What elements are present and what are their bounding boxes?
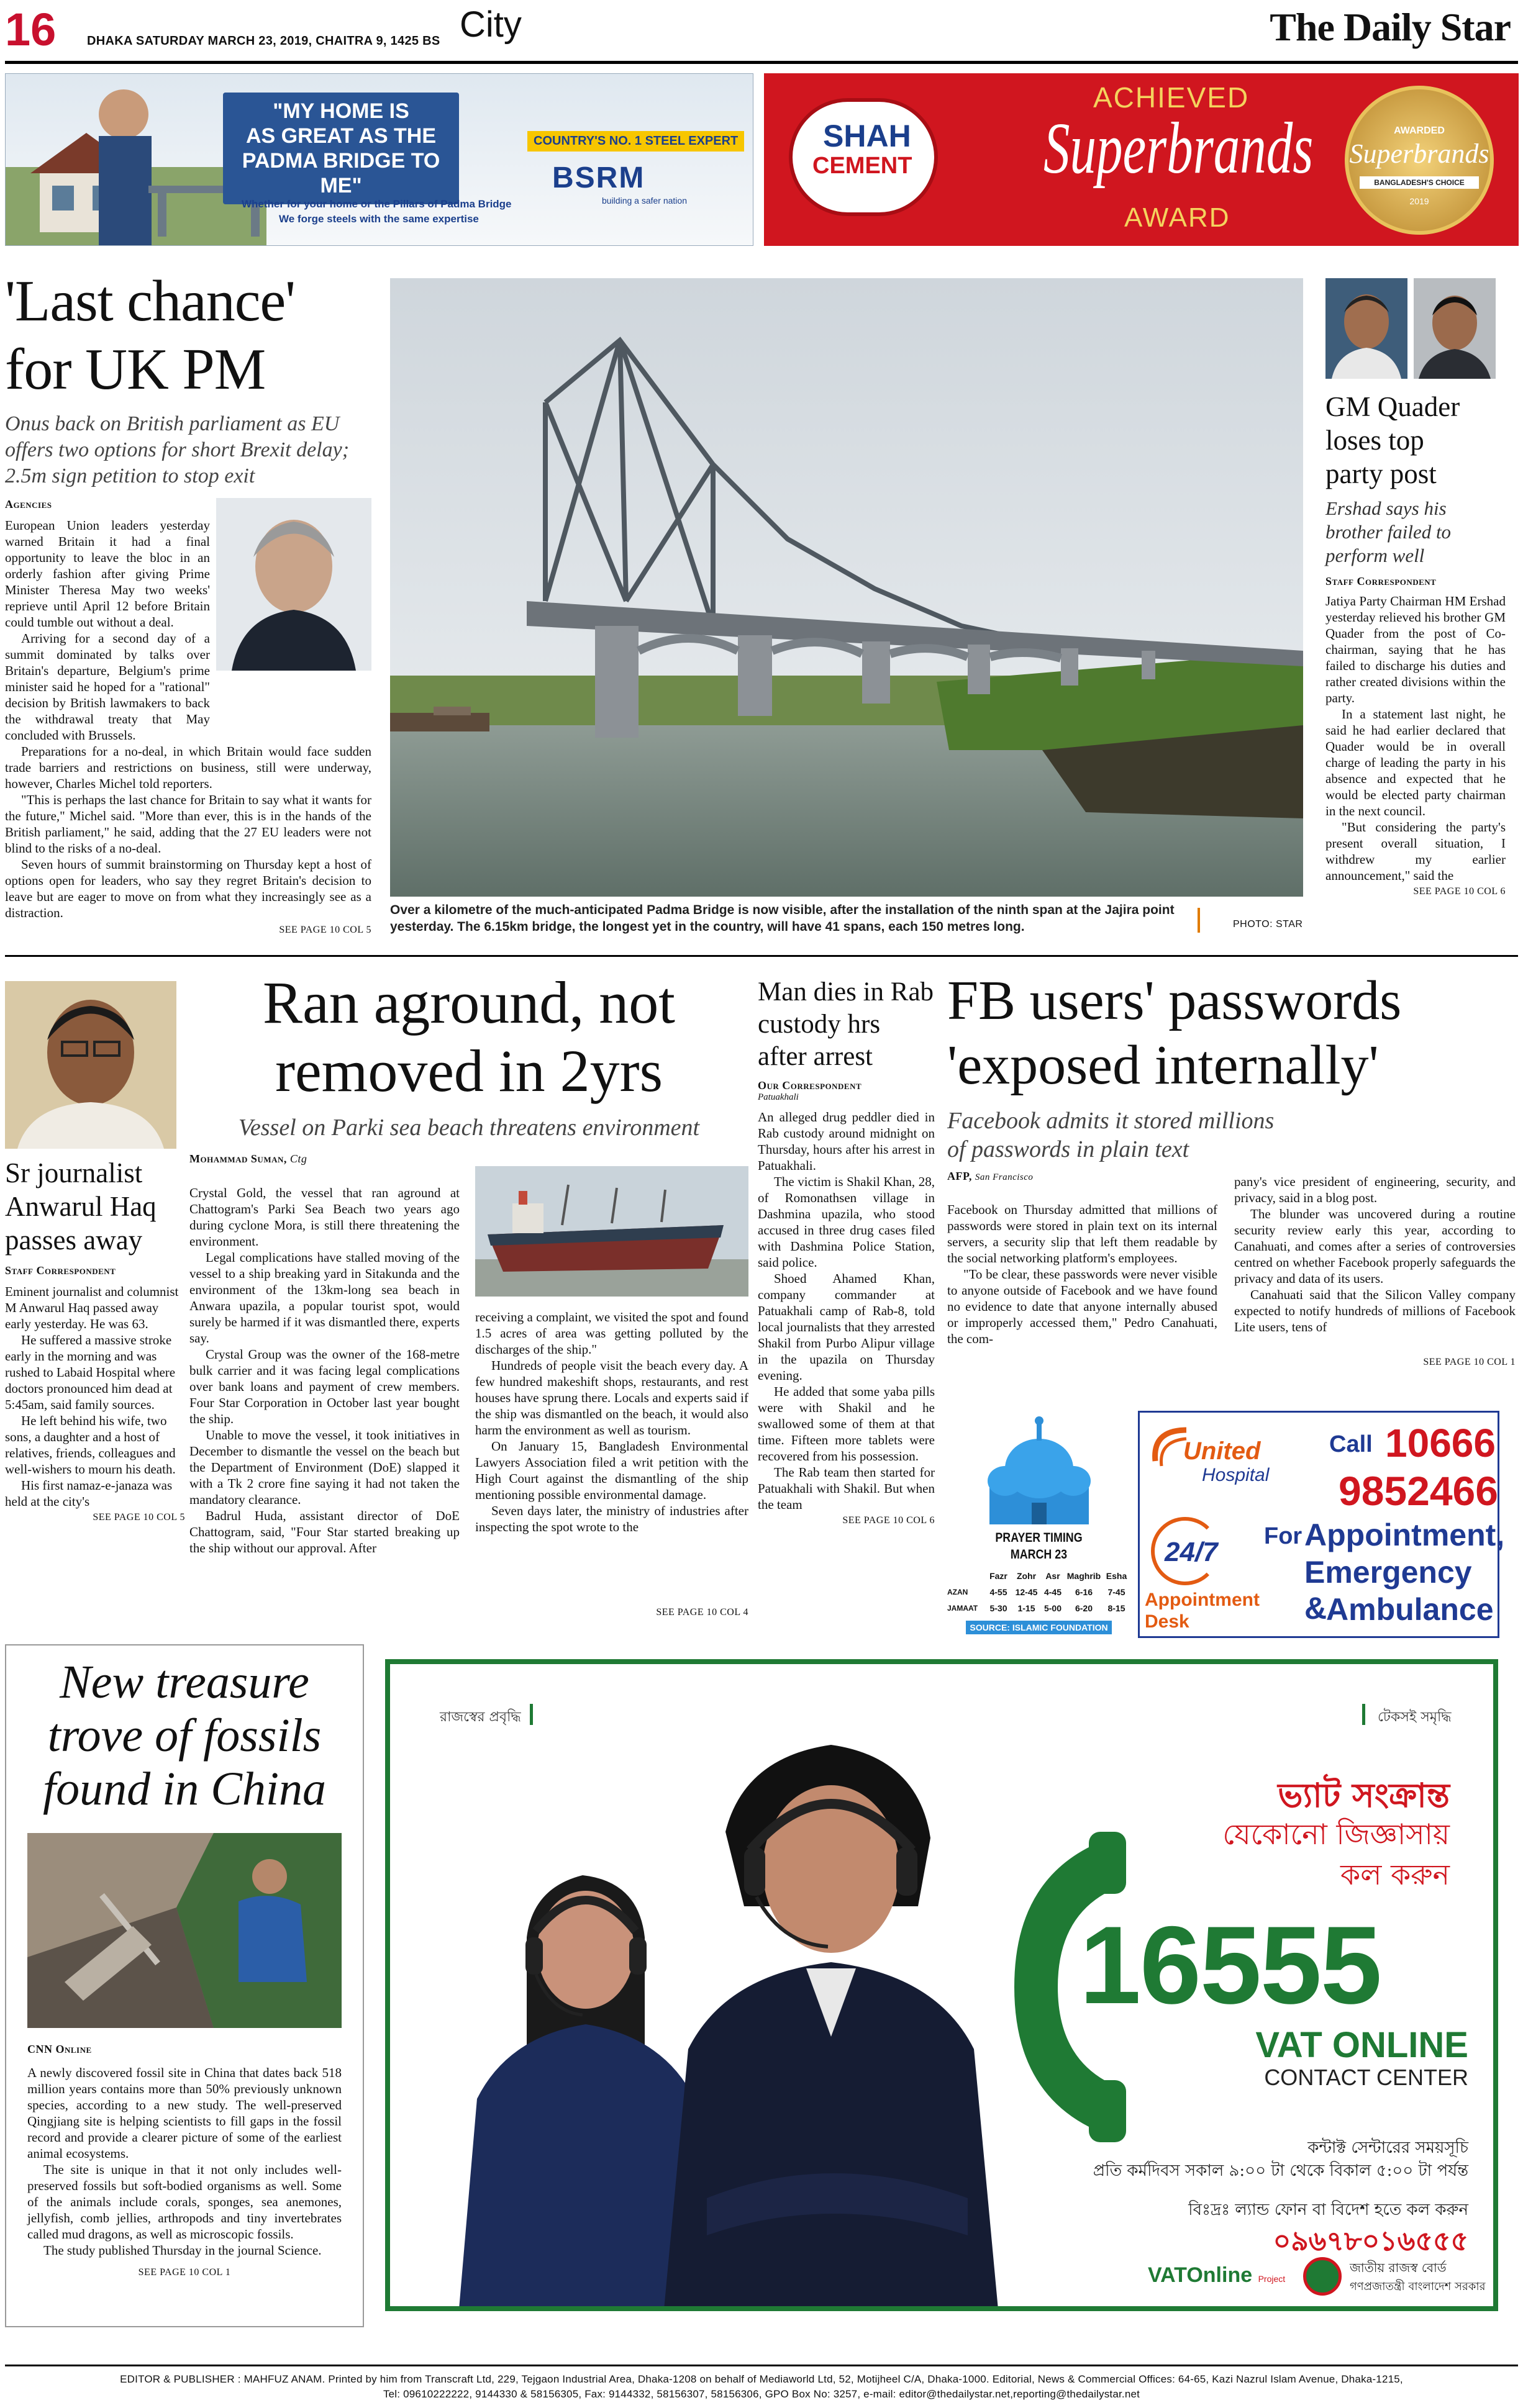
prayer-r1-c1: 5-30 [989, 1603, 1007, 1613]
gm-para-2: In a statement last night, he said he had earlier declared that Quader would be in overall charge of leading the party in his absence and expected that he would be elected party chairman in the next council. [1325, 707, 1506, 818]
fossils-photo [27, 1833, 342, 2028]
vat-heading-3: কল করুন [1340, 1858, 1450, 1891]
story-facebook[interactable] [947, 969, 1516, 1378]
dateline: DHAKA SATURDAY MARCH 23, 2019, CHAITRA 9, 1425 BS [87, 34, 440, 48]
custody-para-1: An alleged drug peddler died in Rab custody around midnight on Thursday, hours after his arrest in Patuakhali. [758, 1110, 935, 1173]
bsrm-quote-line1: "MY HOME IS [273, 99, 409, 123]
fb-col1-para-1: Facebook on Thursday admitted that millions of passwords were stored in plain text on its internal servers, a security slip that left them readable by the social networking platform's employees. [947, 1202, 1217, 1265]
fb-headline-line1: FB users' passwords [947, 970, 1402, 1031]
uk-headline [5, 267, 371, 404]
story-gm-quader[interactable] [1325, 390, 1506, 949]
fb-subhead [947, 1107, 1516, 1164]
gm-body [1325, 593, 1506, 884]
fb-subhead-line1: Facebook admits it stored millions [947, 1108, 1275, 1134]
padma-photo-credit: PHOTO: STAR [1233, 919, 1303, 930]
hospital-badge-line1: Appointment [1145, 1590, 1260, 1610]
seal-choice: BANGLADESH'S CHOICE [1360, 176, 1479, 189]
hospital-line-2: Emergency & [1304, 1555, 1472, 1626]
vessel-col1-para-3: Crystal Group was the owner of the 168-metre bulk carrier and it was facing legal complications over bank loans and payment of crew members. Four Star Corporation in October last year bought the ship. [189, 1347, 460, 1426]
uk-portrait [216, 498, 371, 671]
vessel-col2-para-1: receiving a complaint, we visited the spot and found 1.5 acres of area was getting polluted by the discharges of the ship." [475, 1310, 748, 1357]
uk-headline-line1: 'Last chance' [5, 269, 296, 333]
superbrands-seal [1345, 86, 1494, 235]
prayer-row-jamaat [947, 1600, 1130, 1616]
imprint-line-2: Tel: 09610222222, 9144330 & 58156305, Fax: 9144332, 58156307, 58156306, GPO Box No: 3257, e-mail: editor@thedailystar.net,reporting@thedailystar.net [383, 2388, 1140, 2400]
vessel-headline [189, 969, 748, 1105]
fossil-dig-photo [27, 1833, 342, 2028]
hospital-call-label: Call [1329, 1431, 1373, 1457]
shah-award: AWARD [1124, 202, 1230, 233]
gm-see-page[interactable]: SEE PAGE 10 COL 6 [1413, 886, 1506, 897]
fossils-body [27, 2065, 342, 2258]
vat-schedule-2: প্রতি কর্মদিবস সকাল ৯:০০ টা থেকে বিকাল ৫:০০ টা পর্যন্ত [1093, 2161, 1468, 2180]
prayer-h2: Zohr [1016, 1571, 1037, 1581]
page-number: 16 [5, 4, 57, 55]
prayer-h3: Asr [1045, 1571, 1060, 1581]
caption-divider [1198, 908, 1200, 933]
prayer-r0-c5: 7-45 [1107, 1587, 1125, 1597]
prayer-r0-c0: AZAN [947, 1588, 968, 1596]
vat-nbr-2: গণপ্রজাতন্ত্রী বাংলাদেশ সরকার [1350, 2280, 1486, 2293]
prayer-r0-c3: 4-45 [1043, 1587, 1062, 1597]
prayer-row-azan [947, 1584, 1130, 1600]
padma-bridge-photo [390, 278, 1303, 897]
vessel-photo [475, 1166, 748, 1297]
fb-col2-para-2: The blunder was uncovered during a routine security review early this year, according to Canahuati, and comes after a series of controversies centred on whether Facebook properly safeguards the privacy and data of its users. [1234, 1206, 1516, 1286]
ad-shah-cement[interactable] [764, 73, 1519, 246]
gm-headline: GM Quader loses top party post [1325, 391, 1460, 489]
vat-alt-number: ০৯৬৭৮০১৬৫৫৫ [1273, 2225, 1468, 2257]
fb-byline-place: San Francisco [975, 1172, 1034, 1182]
vessel-col1-para-1: Crystal Gold, the vessel that ran aground at Chattogram's Parki Sea Beach two years ago during cyclone Mora, is still there threatening the environment. [189, 1185, 460, 1249]
custody-para-3: Shoed Ahamed Khan, company commander at Patuakhali camp of Rab-8, told local journalists that they arrested Shakil from Purbo Alipur village in the upazila on Thursday evening. [758, 1271, 935, 1383]
bsrm-badge: COUNTRY'S NO. 1 STEEL EXPERT [527, 131, 744, 152]
vessel-byline: Mohammad Suman, Ctg [189, 1152, 307, 1165]
story-vessel[interactable] [189, 969, 748, 1627]
uk-byline: Agencies [5, 498, 52, 510]
uk-see-page[interactable]: SEE PAGE 10 COL 5 [279, 925, 371, 935]
theresa-may-photo [216, 498, 371, 671]
fb-col-2 [1234, 1174, 1516, 1335]
hospital-line-1: Appointment, [1304, 1518, 1505, 1552]
vessel-headline-line2: removed in 2yrs [275, 1038, 663, 1104]
seal-awarded: AWARDED [1394, 125, 1445, 136]
custody-byline: Our Correspondent [758, 1079, 862, 1092]
story-journalist[interactable] [5, 1156, 185, 1616]
custody-see-page[interactable]: SEE PAGE 10 COL 6 [842, 1515, 935, 1526]
hospital-line-3: Ambulance [1326, 1592, 1494, 1627]
journalist-para-3: He left behind his wife, two sons, a daughter and a host of relatives, friends, colleagues and well-wishers to mourn his death. [5, 1413, 176, 1477]
custody-para-4: He added that some yaba pills were with Shakil and he swallowed some of them at that time. Fifteen more tablets were recovered from his possession. [758, 1384, 935, 1464]
vessel-col2-para-4: Seven days later, the ministry of industries after inspecting the spot wrote to the [475, 1503, 748, 1534]
journalist-para-2: He suffered a massive stroke early in the morning and was rushed to Labaid Hospital where doctors pronounced him dead at 5:45am, said family sources. [5, 1333, 176, 1412]
custody-headline: Man dies in Rab custody hrs after arrest [758, 977, 934, 1071]
gm-para-3: "But considering the party's present overall situation, I withdrew my earlier announcement," said the [1325, 820, 1506, 883]
fb-headline-line2: 'exposed internally' [947, 1034, 1379, 1096]
vat-logo-project: Project [1258, 2274, 1286, 2284]
prayer-header-row [947, 1568, 1130, 1584]
fb-see-page[interactable]: SEE PAGE 10 COL 1 [1423, 1357, 1516, 1367]
prayer-title: PRAYER TIMING [995, 1531, 1083, 1545]
vessel-col1-para-5: Badrul Huda, assistant director of DoE Chattogram, said, "Four Star started breaking up the ship without our approval. After [189, 1508, 460, 1555]
masthead-rule [5, 61, 1518, 64]
vat-top-right: টেকসই সমৃদ্ধি [1378, 1709, 1452, 1725]
fb-byline: AFP, San Francisco [947, 1170, 1034, 1182]
vat-online-label: VAT ONLINE [1255, 2025, 1468, 2065]
masthead [0, 0, 1523, 62]
bsrm-quote [223, 93, 459, 204]
fossils-para-1: A newly discovered fossil site in China that dates back 518 million years contains more than 50% previously unknown species, according to a new study. The well-preserved Qingjiang site is helping scientists to fill gaps in the fossil record and provide a clearer picture of some of the earliest animal ecosystems. [27, 2065, 342, 2161]
shah-achieved: ACHIEVED [1093, 81, 1250, 114]
bsrm-tagline-2: We forge steels with the same expertise [279, 213, 479, 225]
fb-col-1 [947, 1202, 1217, 1347]
seal-superbrands: Superbrands [1349, 138, 1489, 169]
vat-top-left: রাজস্বের প্রবৃদ্ধি [440, 1709, 521, 1725]
bsrm-logo-tag: building a safer nation [602, 196, 687, 206]
prayer-h4: Maghrib [1066, 1571, 1101, 1581]
mosque-icon [977, 1410, 1101, 1524]
custody-para-5: The Rab team then started for Patuakhali with Shakil. But when the team [758, 1465, 935, 1512]
fb-col1-para-2: "To be clear, these passwords were never visible to anyone outside of Facebook and we have found no evidence to date that anyone internally abused or improperly accessed them," Pedro Canahuati, the com- [947, 1267, 1217, 1346]
hospital-badge-num: 24/7 [1165, 1537, 1218, 1567]
bsrm-logo: BSRM [552, 161, 645, 194]
paper-logo: The Daily Star [1270, 5, 1511, 49]
vat-logo-text: VATOnline [1148, 2263, 1253, 2287]
prayer-r1-c0: JAMAAT [947, 1604, 978, 1613]
fossils-headline [27, 1655, 342, 1816]
vat-landline: বিঃদ্রঃ ল্যান্ড ফোন বা বিদেশ হতে কল করুন [1188, 2201, 1468, 2219]
padma-caption [390, 902, 1198, 935]
uk-para-5: Seven hours of summit brainstorming on Thursday kept a host of options open for leaders, who say they regret Britain's decision to leave but are eager to move on from what they increasingly see as a distraction. [5, 857, 371, 920]
hospital-number-1: 10666 [1385, 1421, 1496, 1465]
vessel-col1-para-2: Legal complications have stalled moving of the vessel to a ship breaking yard in Sitakunda and the environment of the 13km-long sea beach in Anwara upazila, a popular tourist spot, would surely be harmed if it was dismantled there, experts say. [189, 1250, 460, 1346]
journalist-byline: Staff Correspondent [5, 1264, 116, 1277]
vat-number: 16555 [1080, 1903, 1381, 2027]
vat-heading-1: ভ্যাট সংক্রান্ত [1278, 1775, 1450, 1815]
anwarul-haq-photo [5, 981, 176, 1149]
vessel-see-page[interactable]: SEE PAGE 10 COL 4 [656, 1607, 748, 1618]
journalist-para-4: His first namaz-e-janaza was held at the city's [5, 1478, 173, 1509]
ershad-photo [1414, 278, 1496, 379]
custody-body [758, 1109, 935, 1513]
prayer-table [947, 1568, 1130, 1616]
shah-superbrands: Superbrands [1043, 107, 1314, 189]
fossils-headline-line2: trove of fossils [47, 1709, 322, 1762]
vessel-col-1 [189, 1185, 460, 1556]
prayer-source: SOURCE: ISLAMIC FOUNDATION [966, 1621, 1112, 1634]
prayer-h5: Esha [1106, 1571, 1127, 1581]
custody-para-2: The victim is Shakil Khan, 28, of Romonathsen village in Dashmina upazila, who stood accused in three drug cases filed with Dashmina Police Station, said police. [758, 1174, 935, 1270]
nbr-emblem-icon [1303, 2257, 1342, 2296]
vat-contact-center: CONTACT CENTER [1264, 2065, 1468, 2090]
vessel-col1-para-4: Unable to move the vessel, it took initiatives in December to dismantle the vessel on the beach but the Department of Environment (DoE) slapped it with a Tk 2 crore fine saying it had not taken the mandatory clearance. [189, 1428, 460, 1507]
custody-byline-place: Patuakhali [758, 1092, 799, 1102]
shah-logo-line1: SHAH [823, 119, 911, 153]
journalist-photo [5, 981, 176, 1149]
shah-logo-line2: CEMENT [812, 153, 912, 179]
fb-col2-para-1: pany's vice president of engineering, security, and privacy, said in a blog post. [1234, 1174, 1516, 1205]
uk-subhead: Onus back on British parliament as EU offers two options for short Brexit delay; 2.5m sign petition to stop exit [5, 412, 350, 487]
vat-schedule-1: কন্টাক্ট সেন্টারের সময়সূচি [1307, 2139, 1468, 2157]
prayer-timing-box [947, 1410, 1130, 1642]
ad-vat-online[interactable] [385, 1659, 1498, 2311]
imprint [0, 2372, 1523, 2402]
vessel-headline-line1: Ran aground, not [263, 969, 675, 1036]
vessel-col2-para-2: Hundreds of people visit the beach every day. A few hundred makeshift shops, restaurants, and rest houses have sprung there. Locals and experts said if the ship was dismantled on the beach, it would also harm the environment as well as tourism. [475, 1358, 748, 1437]
bsrm-quote-line2: AS GREAT AS THE [245, 124, 437, 148]
gm-byline: Staff Correspondent [1325, 575, 1437, 587]
bsrm-quote-line3: PADMA BRIDGE TO ME" [242, 149, 440, 197]
story-uk-pm[interactable] [5, 267, 371, 950]
vessel-byline-place: Ctg [289, 1152, 307, 1165]
vat-nbr-1: জাতীয় রাজস্ব বোর্ড [1350, 2260, 1447, 2275]
fossils-see-page[interactable]: SEE PAGE 10 COL 1 [138, 2267, 231, 2278]
uk-para-1: European Union leaders yesterday warned Britain it had a final opportunity to leave the bloc in an orderly fashion after giving Prime Minister Theresa May two weeks' reprieve until April 12 before Britain could tumble out without a deal. [5, 518, 210, 630]
footer-rule [5, 2365, 1518, 2366]
padma-bridge-illustration [390, 278, 1303, 897]
vat-heading-2: যেকোনো জিজ্ঞাসায় [1222, 1817, 1450, 1851]
gm-para-1: Jatiya Party Chairman HM Ershad yesterday relieved his brother GM Quader from the post of Co-chairman, saying that he has failed to discharge his duties and rather created divisions within the party. [1325, 594, 1506, 705]
ad-united-hospital[interactable] [1138, 1411, 1505, 1638]
uk-headline-line2: for UK PM [5, 337, 266, 402]
gm-photo-right [1414, 278, 1496, 379]
journalist-para-1: Eminent journalist and columnist M Anwarul Haq passed away early yesterday. He was 63. [5, 1284, 179, 1331]
hospital-brand-2: Hospital [1202, 1465, 1270, 1485]
crystal-gold-ship-photo [475, 1166, 748, 1297]
padma-caption-text: Over a kilometre of the much-anticipated Padma Bridge is now visible, after the installation of the ninth span at the Jajira point yesterday. The 6.15km bridge, the longest yet in the country, will have 41 spans, each 150 metres long. [390, 903, 1175, 934]
journalist-body [5, 1283, 185, 1510]
fb-col2-para-3: Canahuati said that the Silicon Valley company expected to notify hundreds of millions of Facebook Lite users, tens of [1234, 1287, 1516, 1334]
seal-year: 2019 [1409, 196, 1429, 206]
fossils-byline: CNN Online [27, 2043, 92, 2055]
prayer-r1-c2: 1-15 [1017, 1603, 1035, 1613]
prayer-date: MARCH 23 [1010, 1547, 1068, 1562]
fossils-para-2: The site is unique in that it not only includes well-preserved fossils but soft-bodied organisms as well. Some of the animals include corals, sponges, sea anemones, jellyfish, comb jellies, arthropods and tiny invertebrates called mud dragons, as well as microscopic fossils. [27, 2162, 342, 2242]
uk-para-2: Arriving for a second day of a summit dominated by talks over Britain's departure, Belgium's prime minister said he hoped for a "rational" decision by British lawmakers to back the withdrawal treaty that May concluded with Brussels. [5, 631, 210, 743]
vessel-byline-name: Mohammad Suman [189, 1152, 284, 1165]
prayer-r1-c4: 6-20 [1075, 1603, 1093, 1613]
journalist-see-page[interactable]: SEE PAGE 10 COL 5 [93, 1512, 185, 1523]
journalist-headline: Sr journalist Anwarul Haq passes away [5, 1157, 157, 1256]
story-rab-custody[interactable] [758, 976, 935, 1628]
prayer-r0-c2: 12-45 [1015, 1587, 1038, 1597]
imprint-line-1: EDITOR & PUBLISHER : MAHFUZ ANAM. Printed by him from Transcraft Ltd, 229, Tejgaon Industrial Area, Dhaka-1208 on behalf of Mediaworld Ltd, 52, Motijheel C/A, Dhaka-1000. Editorial, News & Commercial Offices: 64-65, Kazi Nazrul Islam Avenue, Dhaka-1215, [120, 2373, 1403, 2385]
gm-photo-left [1325, 278, 1407, 379]
prayer-h1: Fazr [989, 1571, 1007, 1581]
vat-call-agents-illustration [458, 1701, 1030, 2311]
fb-headline [947, 969, 1516, 1098]
prayer-r1-c5: 8-15 [1107, 1603, 1125, 1613]
hospital-badge-line2: Desk [1145, 1611, 1189, 1632]
section-rule-1 [5, 955, 1518, 957]
fossils-para-3: The study published Thursday in the journal Science. [43, 2243, 322, 2258]
vessel-col2-para-3: On January 15, Bangladesh Environmental Lawyers Association filed a writ petition with the High Court against the dismantling of the ship mentioning possible environmental damage. [475, 1439, 748, 1502]
ad-bsrm[interactable] [5, 73, 753, 246]
gm-subhead: Ershad says his brother failed to perform well [1325, 497, 1452, 566]
fossils-headline-line3: found in China [42, 1763, 327, 1815]
prayer-r0-c4: 6-16 [1075, 1587, 1093, 1597]
fossils-headline-line1: New treasure [60, 1656, 309, 1708]
fb-byline-name: AFP [947, 1170, 969, 1182]
uk-para-4: "This is perhaps the last chance for Britain to say what it wants for the future," Michel said. "More than ever, this is in the hands of the British parliament," he said, adding that the 27 EU leaders were not blind to the risks of a no-deal. [5, 792, 371, 856]
prayer-r1-c3: 5-00 [1043, 1603, 1062, 1613]
gm-quader-photo [1325, 278, 1407, 379]
vessel-subhead: Vessel on Parki sea beach threatens environment [238, 1115, 700, 1141]
section-name: City [460, 4, 522, 45]
vat-online-logo [1148, 2263, 1285, 2288]
fb-subhead-line2: of passwords in plain text [947, 1136, 1189, 1162]
vessel-col-2 [475, 1309, 748, 1535]
bsrm-tagline-1: Whether for your home or the Pillars of Padma Bridge [242, 198, 512, 210]
uk-para-3: Preparations for a no-deal, in which Britain would face sudden trade barriers and restrictions on business, still were underway, however, Charles Michel told reporters. [5, 744, 371, 791]
hospital-brand-1: United [1183, 1437, 1261, 1465]
prayer-r0-c1: 4-55 [989, 1587, 1007, 1597]
hospital-for: For [1264, 1523, 1303, 1549]
hospital-number-2: 9852466 [1339, 1468, 1498, 1514]
vat-top-right-bar [1362, 1704, 1365, 1725]
story-fossils[interactable] [5, 1644, 364, 2327]
